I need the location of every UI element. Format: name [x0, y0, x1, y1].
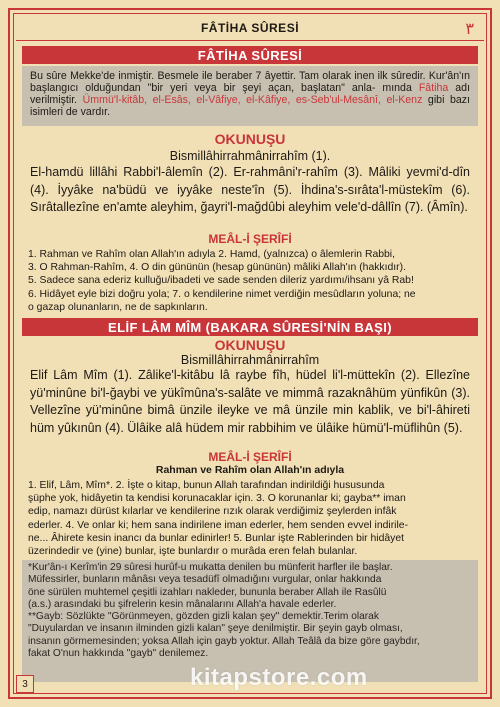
bakara-meal-basmala: Rahman ve Rahîm olan Allah'ın adıyla	[155, 464, 345, 476]
fatiha-meal	[22, 246, 478, 313]
page-title: FÂTİHA SÛRESİ	[200, 21, 300, 35]
footnote-line: "Duyulardan ve insanın ilminden gizli kalan" şeye denilmiştir. Bir şeyin gayb olması,	[28, 623, 403, 635]
footnote-line: *Kur'ân-ı Kerîm'in 29 sûresi hurûf-u mukatta denilen bu münferit harfler ile başlar.	[28, 562, 393, 573]
bakara-meal-heading: MEÂL-İ ŞERÎFİ	[208, 450, 292, 464]
intro-text-1: Bu sûre Mekke'de inmiştir. Besmele ile beraber 7 âyettir. Tam olarak inen ilk sûredir. Kur'ân'ın başlangıcı olduğundan "bir yeri veya bir şeyi açan, başlatan" anla-	[30, 70, 470, 94]
intro-alt-names: Ümmü'l-kitâb, el-Esâs, el-Vâfiye, el-Kâfiye, es-Seb'ul-Mesânî, el-Kenz	[82, 94, 423, 106]
meal-line: üzerindedir ve (yine) bunlar, işte bunlardır o murâda eren felah bulanlar.	[28, 546, 358, 558]
meal-line: o gazap olunanların, ne de sapkınların.	[28, 301, 208, 313]
bakara-bismillah: Bismillâhirrahmânirrahîm	[180, 353, 320, 367]
intro-text-3: adı verilmiştir.	[30, 82, 470, 106]
fatiha-bismillah: Bismillâhirrahmânirrahîm (1).	[169, 149, 331, 163]
meal-line: 1. Rahman ve Rahîm olan Allah'ın adıyla 2. Hamd, (yalnızca) o âlemlerin Rabbi,	[28, 249, 395, 260]
watermark: kitapstore.com	[190, 664, 368, 691]
meal-line: edip, namazı dürüst kılarlar ve kendilerine rızık olarak verdiğimiz şeylerden infâk	[28, 506, 397, 518]
footnote-line: insanın görmemesinden; yoksa Allah için gayb yoktur. Allah Teâlâ da bize göre gaybdır,	[28, 635, 420, 647]
meal-line: 5. Sadece sana ederiz kulluğu/ibadeti ve sade senden dileriz yardımı/ihsanı yâ Rab!	[28, 275, 414, 287]
fatiha-okunus-heading: OKUNUŞU	[214, 131, 286, 147]
meal-line: 1. Elif, Lâm, Mîm*. 2. İşte o kitap, bunun Allah tarafından indirildiği hususunda	[28, 480, 385, 491]
footnote-line: **Gayb: Sözlükte "Görünmeyen, gözden gizli kalan şey" demektir.Terim olarak	[28, 611, 379, 623]
footnote-line: (a.s.) arasındaki bu şifrelerin kesin mânalarını Allah'a havale ederler.	[28, 598, 337, 610]
fatiha-meal-heading: MEÂL-İ ŞERÎFİ	[208, 232, 292, 246]
fatiha-transliteration: El-hamdü lillâhi Rabbi'l-âlemîn (2). Er-rahmâni'r-rahîm (3). Mâliki yevmi'd-dîn (4). İyyâke na'büdü ve iyyâke neste'în (5). İhdina's-sırâta'l-müstekîm (6). Sırâtallezîne en'amte aleyhim, ğayri'l-mağdûbi aleyhim vele'd-dâllîn (7). (Âmîn).	[30, 165, 470, 214]
meal-line: şüphe yok, hidâyetin ta kendisi korunacaklar için. 3. O korunanlar ki; gayba** iman	[28, 493, 406, 505]
bakara-transliteration: Elif Lâm Mîm (1). Zâlike'l-kitâbu lâ raybe fîh, hüdel li'l-müttekîn (2). Ellezîne yü'minûne bi'l-ğaybi ve yükîmûna's-salâte ve mimmâ razaknâhüm yünfikûn (3). Vellezîne yü'minûne bimâ ünzile ileyke ve mâ ünzile min kablik, ve bi'l-âhireti hüm yûkınûn (4). Ülâike alâ hüdem mir rabbihim ve ülâike hümü'l-müflihûn (5).	[30, 368, 470, 435]
intro-text-4: gibi bazı isimleri de vardır.	[30, 94, 470, 118]
meal-line: ne... Âhirete kesin inancı da bunlar edinirler! 5. Bunlar işte Rablerinden bir hidâyet	[28, 532, 405, 544]
footnote-line: fakat O'nun hakkında "gayb" denilemez.	[28, 648, 209, 660]
meal-line: ederler. 4. Ve onlar ki; hem sana indirilene iman ederler, hem senden evvel indirile-	[28, 519, 409, 531]
bakara-meal	[22, 477, 478, 557]
fatiha-intro	[22, 66, 478, 126]
meal-line: 6. Hidâyet eyle bizi doğru yola; 7. o kendilerine nimet verdiğin mesûdların yoluna; ne	[28, 288, 416, 300]
intro-fatiha-name: Fâtiha	[418, 82, 449, 94]
footnotes	[28, 562, 474, 660]
footnote-line: öne sürülen muhtemel çeşitli izahları nakleder, bununla beraber Allah ile Rasûlü	[28, 586, 387, 598]
page-header	[16, 16, 484, 41]
page-number: 3	[16, 675, 34, 693]
bakara-banner: ELİF LÂM MÎM (BAKARA SÛRESİ'NİN BAŞI)	[22, 318, 478, 336]
footnote-line: Müfessirler, bunların mânâsı veya tesadüfî olmadığını vurgular, onlar hakkında	[28, 574, 382, 586]
fatiha-banner: FÂTİHA SÛRESİ	[22, 46, 478, 64]
intro-text-2: mında	[382, 82, 419, 94]
meal-line: 3. O Rahman-Rahîm, 4. O din gününün (hesap gününün) mâliki Allah'ın (hakkıdır).	[28, 262, 406, 274]
arabic-page-number: ٣	[465, 19, 474, 38]
bakara-okunus-heading: OKUNUŞU	[214, 337, 286, 353]
